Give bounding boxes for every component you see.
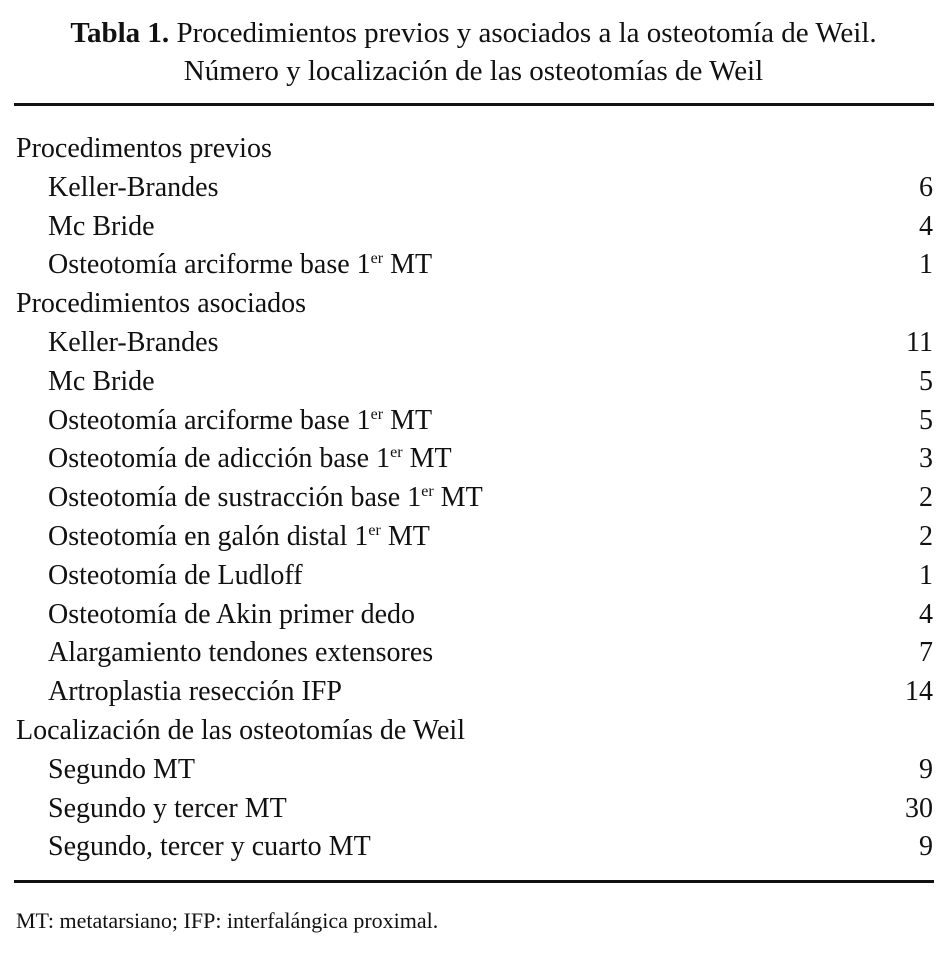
row-label-text: Mc Bride (48, 365, 155, 397)
row-value: 1 (919, 249, 933, 281)
table-row (0, 324, 947, 363)
row-value: 5 (919, 404, 933, 436)
row-label (48, 634, 433, 673)
table-row (0, 828, 947, 867)
table-caption (0, 14, 947, 90)
row-value: 1 (919, 559, 933, 591)
caption-line-2: Número y localización de las osteotomías de Weil (183, 55, 764, 87)
row-label-suffix: MT (402, 443, 452, 475)
row-label-suffix: MT (380, 520, 430, 552)
table-row (0, 518, 947, 557)
row-value: 4 (919, 210, 933, 242)
row-label-text: Segundo y tercer MT (48, 792, 287, 824)
row-label-text: Osteotomía arciforme base 1 (48, 404, 371, 436)
row-label-text: Alargamiento tendones extensores (48, 637, 434, 669)
row-value: 9 (919, 831, 933, 863)
section-heading-label: Procedimientos asociados (16, 288, 307, 320)
section-heading-label: Procedimentos previos (16, 133, 272, 164)
table-label: Tabla 1. (70, 17, 170, 49)
table-row (0, 596, 947, 635)
table-row (0, 751, 947, 790)
row-label-text: Osteotomía de sustracción base 1 (48, 482, 422, 514)
row-value: 30 (905, 792, 933, 824)
table-row (0, 169, 947, 208)
section-heading (0, 130, 947, 169)
row-value: 4 (919, 598, 933, 630)
row-label (48, 440, 452, 483)
data-table (0, 130, 947, 867)
table-footnote: MT: metatarsiano; IFP: interfalángica proximal. (16, 908, 439, 933)
ordinal-superscript: er (421, 483, 434, 501)
table-row (0, 557, 947, 596)
row-label (48, 208, 155, 247)
row-label-text: Osteotomía arciforme base 1 (48, 249, 371, 281)
ordinal-superscript: er (390, 444, 403, 462)
row-label-text: Segundo, tercer y cuarto MT (48, 831, 371, 863)
table-row (0, 363, 947, 402)
bottom-rule (14, 880, 934, 883)
row-label-text: Osteotomía de adicción base 1 (48, 443, 391, 475)
row-label (48, 557, 303, 596)
table-row (0, 246, 947, 285)
row-label (48, 828, 371, 867)
row-label-text: Osteotomía en galón distal 1 (48, 520, 369, 552)
row-value: 9 (919, 753, 933, 785)
row-label-text: Segundo MT (48, 753, 195, 785)
top-rule (14, 103, 934, 106)
row-label-text: Osteotomía de Ludloff (48, 559, 303, 591)
row-value: 6 (919, 171, 933, 203)
section-heading (0, 712, 947, 751)
row-label-text: Keller-Brandes (48, 171, 219, 203)
row-value: 2 (919, 520, 933, 552)
row-label-text: Osteotomía de Akin primer dedo (48, 598, 416, 630)
row-label-suffix: MT (383, 404, 433, 436)
row-label (48, 402, 432, 445)
ordinal-superscript: er (370, 405, 384, 423)
row-label-text: Mc Bride (48, 210, 155, 242)
row-label (48, 518, 430, 561)
table-row (0, 634, 947, 673)
table-row (0, 440, 947, 479)
row-label-suffix: MT (433, 482, 483, 514)
row-label (48, 596, 415, 635)
row-label-suffix: MT (383, 249, 433, 281)
row-label (48, 751, 195, 790)
caption-text-1: Procedimientos previos y asociados a la osteotomía de Weil. (176, 17, 877, 49)
row-label-text: Keller-Brandes (48, 326, 219, 358)
row-value: 11 (906, 326, 933, 358)
row-value: 14 (905, 676, 933, 708)
ordinal-superscript: er (368, 521, 381, 539)
row-label (48, 324, 218, 363)
row-label (48, 479, 483, 522)
table-row (0, 402, 947, 441)
row-value: 2 (919, 482, 933, 514)
row-label (48, 169, 218, 208)
section-heading (0, 285, 947, 324)
row-label (48, 673, 342, 712)
row-label (48, 363, 155, 402)
ordinal-superscript: er (370, 250, 384, 268)
caption-line-1 (0, 14, 947, 52)
row-label (48, 790, 287, 829)
row-value: 5 (919, 365, 933, 397)
table-row (0, 479, 947, 518)
row-label-text: Artroplastia resección IFP (48, 676, 342, 708)
row-label (48, 246, 432, 289)
row-value: 3 (919, 443, 933, 475)
row-value: 7 (919, 637, 933, 669)
section-heading-label: Localización de las osteotomías de Weil (16, 714, 465, 746)
table-row (0, 208, 947, 247)
table-row (0, 673, 947, 712)
table-row (0, 790, 947, 829)
